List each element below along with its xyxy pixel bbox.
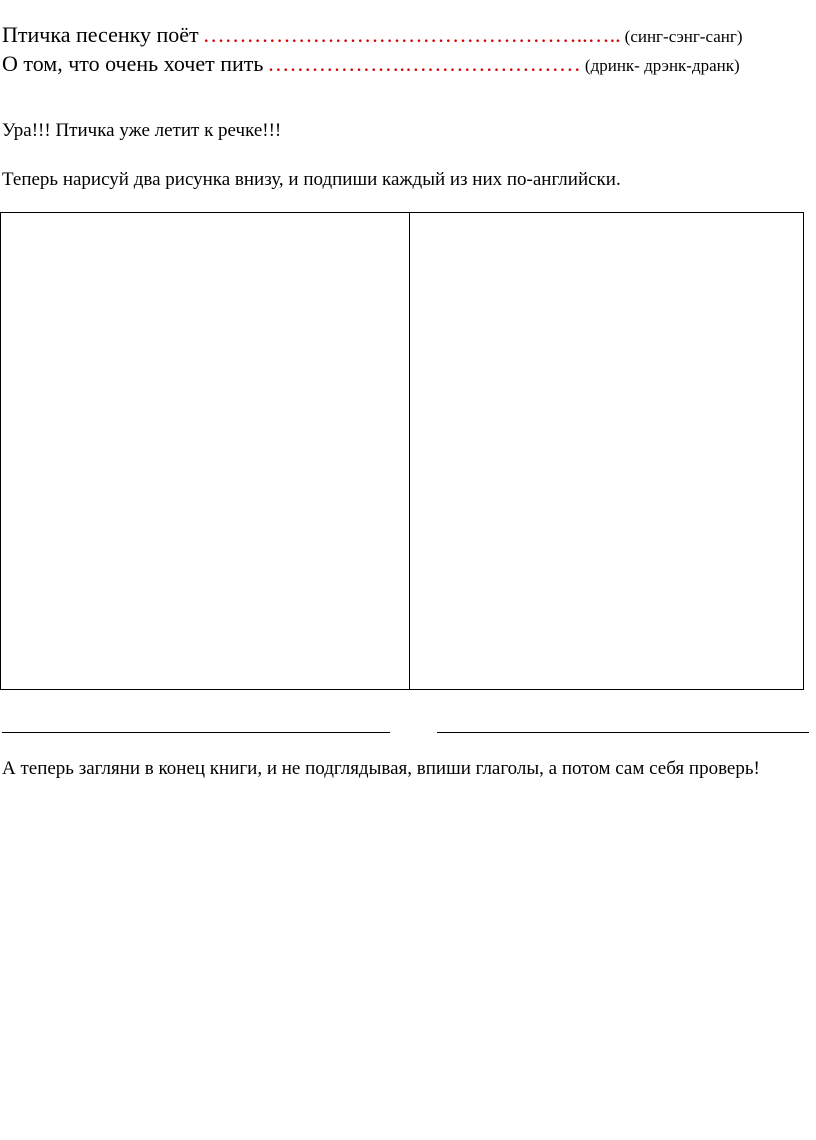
drawing-grid (0, 212, 804, 690)
verb-line-sing (2, 22, 743, 48)
verb-hint: (синг-сэнг-санг) (624, 27, 743, 46)
line-text: Птичка песенку поёт (2, 22, 199, 47)
check-instruction: А теперь загляни в конец книги, и не подглядывая, впиши глаголы, а потом сам себя проверь! (2, 758, 760, 779)
answer-blank[interactable]: ……………….…………………… (267, 51, 581, 76)
line-text: О том, что очень хочет пить (2, 51, 264, 76)
drawing-box-right[interactable] (410, 213, 803, 689)
drawing-instruction: Теперь нарисуй два рисунка внизу, и подпиши каждый из них по-английски. (2, 169, 621, 190)
answer-blank[interactable]: ……………………………………………..….. (202, 22, 621, 47)
verb-line-drink (2, 51, 740, 77)
drawing-box-left[interactable] (1, 213, 410, 689)
caption-line-left[interactable] (2, 732, 390, 733)
cheer-paragraph: Ура!!! Птичка уже летит к речке!!! (2, 120, 282, 141)
verb-hint: (дринк- дрэнк-дранк) (584, 56, 740, 75)
caption-line-right[interactable] (437, 732, 809, 733)
